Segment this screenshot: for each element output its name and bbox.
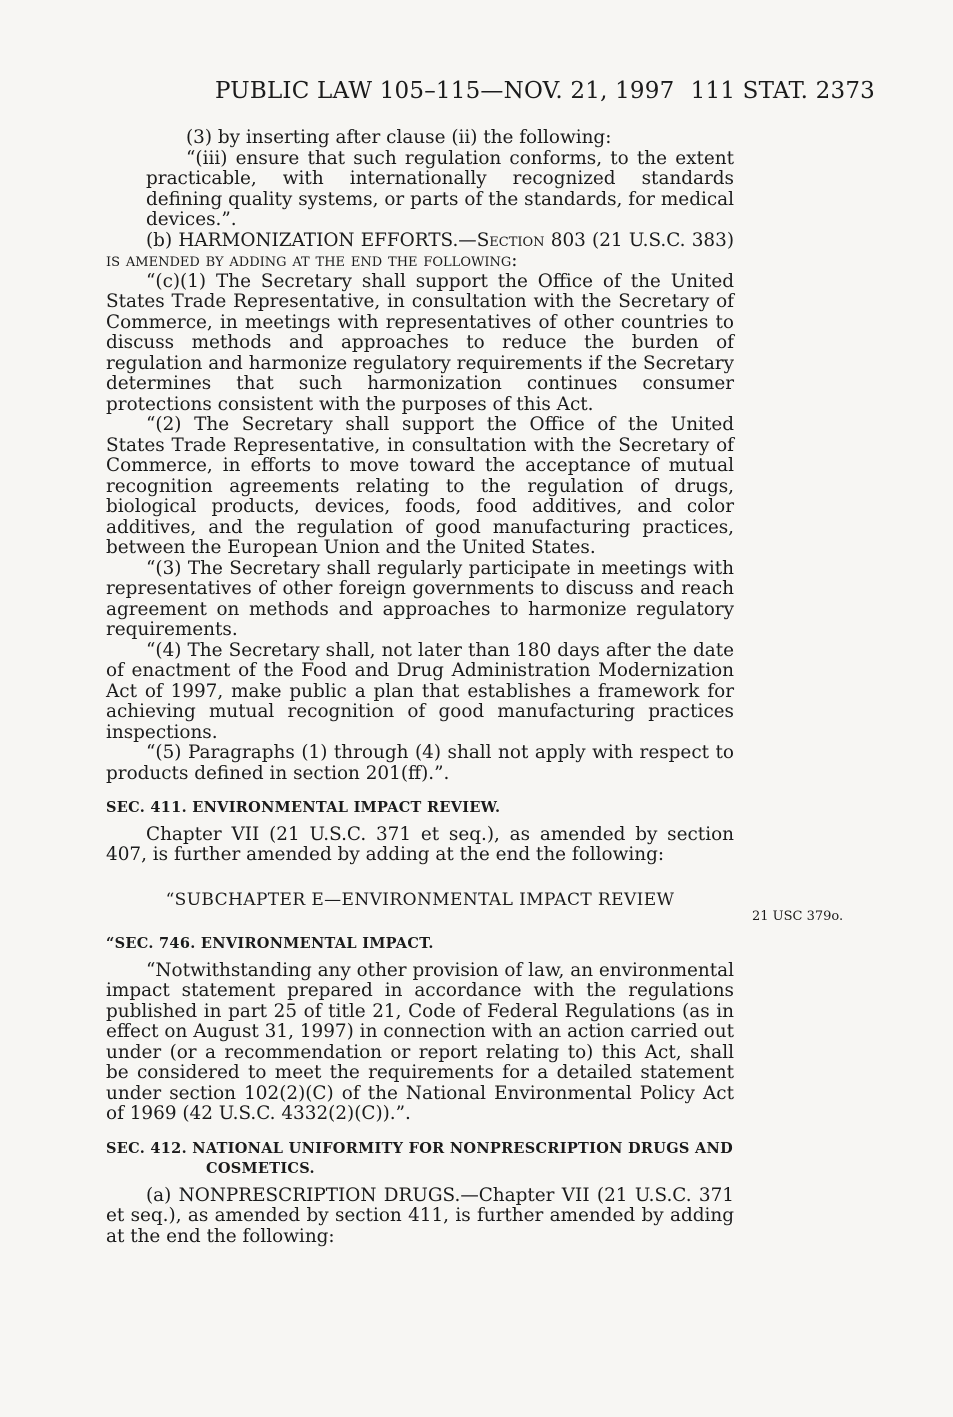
header-public-law: PUBLIC LAW 105–115—NOV. 21, 1997: [215, 78, 675, 104]
sec-746-text: “Notwithstanding any other provision of law, an environmental impact statement prepared in accordance with the regulations published in part 25 of title 21, Code of Federal Regulations (as in effect on August 31, 1997) in connection with an action carried out under (or a recommendation or report relating to) this Act, shall be considered to meet the requirements for a detailed statement under section 102(2)(C) of the National Environmental Policy Act of 1969 (42 U.S.C. 4332(2)(C)).”.: [106, 959, 735, 1124]
paragraph-c2: “(2) The Secretary shall support the Office of the United States Trade Representative, in consultation with the Secretary of Commerce, in efforts to move toward the acceptance of mutual recognition agreements relating to the regulation of drugs, biological products, devices, foods, food additives, and color additives, and the regulation of good manufacturing practices, between the European Union and the United States.: [106, 414, 734, 558]
document-body: [106, 128, 734, 1247]
paragraph-insert-clause: (3) by inserting after clause (ii) the following:: [186, 127, 612, 148]
sec-411-heading: SEC. 411. ENVIRONMENTAL IMPACT REVIEW.: [106, 799, 501, 816]
paragraph-c5: “(5) Paragraphs (1) through (4) shall not apply with respect to products defined in section 201(ff).”.: [106, 742, 734, 784]
paragraph-harmonization: [106, 231, 734, 272]
sec-412-text: (a) NONPRESCRIPTION DRUGS.—Chapter VII (21 U.S.C. 371 et seq.), as amended by section 411, is further amended by adding at the end the following:: [106, 1184, 734, 1247]
subchapter-e-heading: “SUBCHAPTER E—ENVIRONMENTAL IMPACT REVIEW: [165, 889, 675, 910]
sec-746-heading: “SEC. 746. ENVIRONMENTAL IMPACT.: [106, 935, 434, 952]
harmonization-lead: (b) H: [146, 229, 195, 251]
margin-citation: 21 USC 379o.: [752, 909, 844, 924]
paragraph-c3: “(3) The Secretary shall regularly participate in meetings with representatives of other foreign governments to discuss and reach agreement on methods and approaches to harmonize regulatory requirements.: [106, 557, 734, 640]
harmonization-text: ARMONIZATION EFFORTS.—Section 803 (21 U.S.C. 383) is amended by adding at the end the following:: [106, 229, 734, 271]
paragraph-clause-iii: “(iii) ensure that such regulation conforms, to the extent practicable, with internationally recognized standards defining quality systems, or parts of the standards, for medical devices.”.: [146, 147, 734, 230]
paragraph-c4: “(4) The Secretary shall, not later than 180 days after the date of enactment of the Food and Drug Administration Modernization Act of 1997, make public a plan that establishes a framework for achieving mutual recognition of good manufacturing practices inspections.: [106, 639, 734, 743]
sec-412-heading: SEC. 412. NATIONAL UNIFORMITY FOR NONPRESCRIPTION DRUGS AND COSMETICS.: [106, 1139, 733, 1177]
sec-411-text: Chapter VII (21 U.S.C. 371 et seq.), as amended by section 407, is further amended by adding at the end the following:: [106, 823, 734, 865]
paragraph-c1: “(c)(1) The Secretary shall support the Office of the United States Trade Representative, in consultation with the Secretary of Commerce, in meetings with representatives of other countries to discuss methods and approaches to reduce the burden of regulation and harmonize regulatory requirements if the Secretary determines that such harmonization continues consumer protections consistent with the purposes of this Act.: [106, 270, 734, 415]
header-stat-page: 111 STAT. 2373: [690, 78, 875, 104]
